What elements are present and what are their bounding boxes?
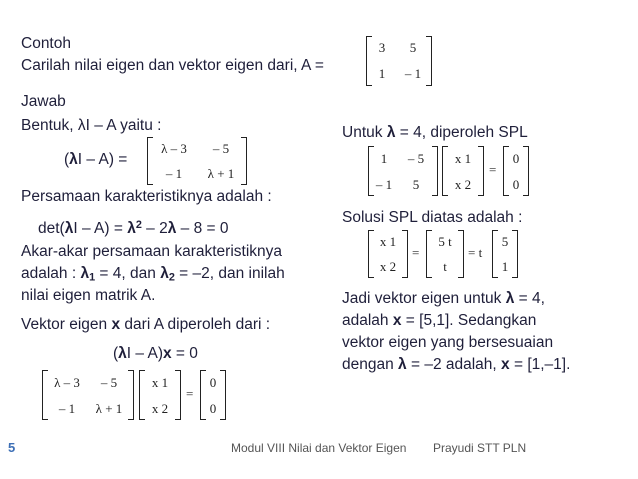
- matrix-cell: – 1: [375, 177, 393, 192]
- matrix-cell: – 5: [100, 375, 118, 390]
- jadi-line-3: vektor eigen yang bersesuaian: [342, 334, 554, 351]
- vector-cell: 0: [209, 375, 217, 390]
- footer-author: Prayudi STT PLN: [433, 441, 527, 455]
- matrix-cell: – 1: [58, 401, 76, 416]
- untuk-text: Untuk λ = 4, diperoleh SPL: [342, 124, 528, 141]
- vector-cell: 0: [209, 401, 217, 416]
- vector-cell: 1: [501, 259, 509, 274]
- matrix-a-cell: – 1: [404, 66, 422, 81]
- equals-t: = t: [468, 245, 483, 260]
- problem-statement: Carilah nilai eigen dan vektor eigen dari, A =: [21, 57, 324, 74]
- det-equation: $\det(\lambda I - A) = \lambda^2 - 2\lambda - 8 = 0$: [38, 219, 229, 237]
- matrix-cell: λ + 1: [95, 401, 123, 416]
- vector-cell: x 2: [151, 401, 169, 416]
- lambda-i-a-x-eq: (λI – A)x = 0: [113, 345, 198, 362]
- vector-cell: x 1: [454, 151, 472, 166]
- bentuk-text: Bentuk, λI – A yaitu :: [21, 117, 162, 134]
- vector-zero: [200, 370, 226, 420]
- solution-x: [368, 230, 408, 278]
- vector-cell: x 1: [379, 234, 397, 249]
- matrix-cell: 1: [380, 151, 388, 166]
- page-number: 5: [8, 440, 16, 455]
- vector-cell: 5: [501, 234, 509, 249]
- matrix-cell: λ – 3: [54, 375, 80, 390]
- jadi-line-4: dengan λ = –2 adalah, x = [1,–1].: [342, 356, 571, 373]
- matrix-cell: λ – 3: [161, 141, 187, 156]
- vektor-intro: Vektor eigen x dari A diperoleh dari :: [21, 316, 271, 333]
- matrix-spl: [368, 146, 438, 196]
- equals-sign: =: [489, 162, 497, 177]
- vector-cell: t: [443, 259, 447, 274]
- matrix-system: [42, 370, 134, 420]
- matrix-cell: 5: [412, 177, 420, 192]
- vector-x: [139, 370, 181, 420]
- matrix-cell: – 1: [165, 166, 183, 181]
- solution-vector: [492, 230, 518, 278]
- matrix-cell: – 5: [212, 141, 230, 156]
- vector-cell: x 2: [379, 259, 397, 274]
- akar-line-2: adalah : $\lambda_1 = 4$, dan $\lambda_2 = -2$, dan inilah: [21, 265, 285, 284]
- matrix-a-cell: 3: [378, 40, 386, 55]
- solution-mid: [426, 230, 464, 278]
- matrix-cell: λ + 1: [207, 166, 235, 181]
- akar-line-3: nilai eigen matrik A.: [21, 287, 156, 304]
- vector-cell: x 1: [151, 375, 169, 390]
- jadi-line-2: adalah x = [5,1]. Sedangkan: [342, 312, 537, 329]
- vector-cell: x 2: [454, 177, 472, 192]
- solusi-text: Solusi SPL diatas adalah :: [342, 209, 523, 226]
- vector-cell: 5 t: [438, 234, 452, 249]
- akar-line-1: Akar-akar persamaan karakteristiknya: [21, 243, 283, 260]
- jadi-line-1: Jadi vektor eigen untuk λ = 4,: [342, 290, 545, 307]
- vector-cell: 0: [512, 151, 520, 166]
- heading-jawab: Jawab: [21, 93, 66, 110]
- vector-x: [442, 146, 484, 196]
- matrix-a-cell: 5: [409, 40, 417, 55]
- footer-module: Modul VIII Nilai dan Vektor Eigen: [231, 441, 407, 455]
- matrix-lambda-i-a: [147, 137, 247, 185]
- matrix-cell: – 5: [407, 151, 425, 166]
- matrix-a-cell: 1: [378, 66, 386, 81]
- vector-zero: [503, 146, 529, 196]
- equals-sign: =: [186, 386, 194, 401]
- vector-cell: 0: [512, 177, 520, 192]
- matrix-a: [366, 36, 432, 86]
- heading-contoh: Contoh: [21, 35, 71, 52]
- lambda-i-a-label: (λI – A) =: [64, 151, 128, 168]
- equals-sign: =: [412, 245, 420, 260]
- persamaan-text: Persamaan karakteristiknya adalah :: [21, 188, 272, 205]
